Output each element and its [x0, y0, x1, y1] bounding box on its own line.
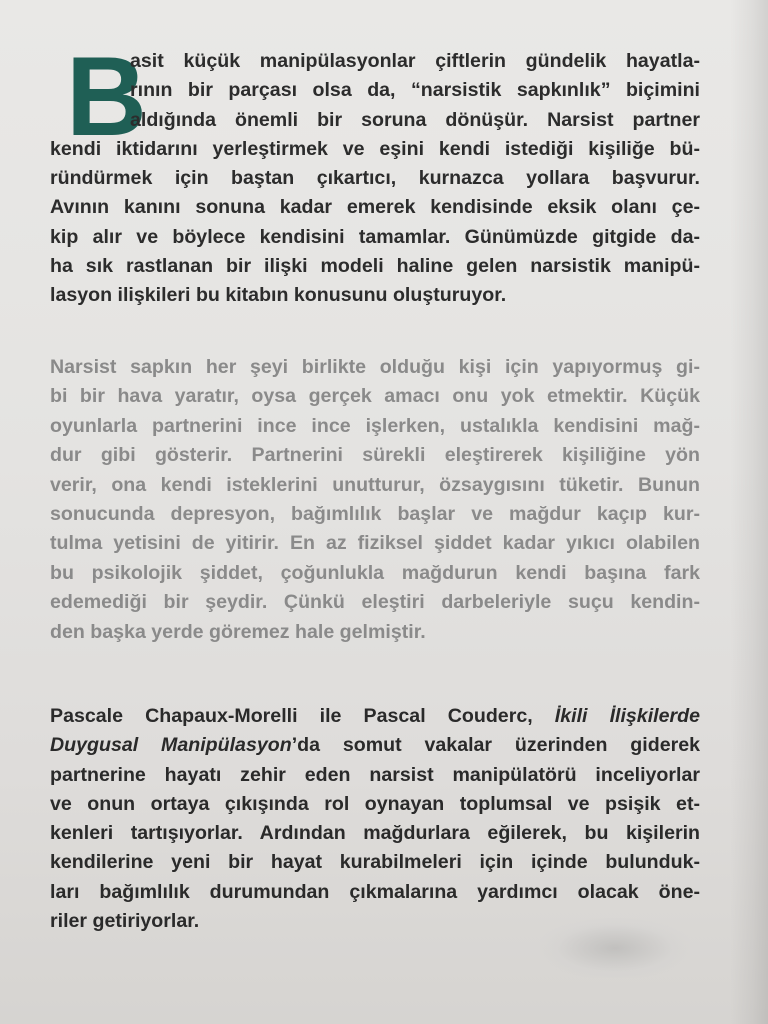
text-line: verir, ona kendi isteklerini unutturur, özsaygısını tüketir. Bunun — [50, 473, 700, 496]
text-line: aldığında önemli bir soruna dönüşür. Narsist partner — [130, 108, 700, 131]
text-line: edemediği bir şeydir. Çünkü eleştiri darbeleriyle suçu kendin- — [50, 591, 700, 614]
book-title-part2: Duygusal Manipülasyon — [50, 734, 292, 757]
text-line: partnerine hayatı zehir eden narsist manipülatörü inceliyorlar — [50, 763, 700, 786]
intro-paragraph — [50, 34, 700, 311]
book-title-part1: İkili İlişkilerde — [554, 705, 700, 727]
text-fragment: ’da somut vakalar üzerinden giderek — [291, 734, 701, 757]
page-edge-shadow — [730, 0, 768, 1024]
text-line: rının bir parçası olsa da, “narsistik sapkınlık” biçimini — [130, 79, 700, 102]
text-line: bu psikolojik şiddet, çoğunlukla mağdurun kendi başına fark — [50, 561, 700, 584]
text-line: lasyon ilişkileri bu kitabın konusunu oluşturuyor. — [50, 284, 507, 307]
text-line: asit küçük manipülasyonlar çiftlerin gündelik hayatla- — [130, 50, 700, 72]
text-line: tulma yetisini de yitirir. En az fiziksel şiddet kadar yıkıcı olabilen — [50, 532, 700, 555]
author-names: Pascale Chapaux-Morelli ile Pascal Couderc, — [50, 705, 555, 727]
text-line: ründürmek için baştan çıkartıcı, kurnazca yollara başvurur. — [50, 167, 700, 190]
drop-cap-letter: B — [66, 34, 145, 159]
text-line — [50, 702, 700, 731]
text-line: sonucunda depresyon, bağımlılık başlar ve mağdur kaçıp kur- — [50, 503, 700, 526]
text-line: ha sık rastlanan bir ilişki modeli haline gelen narsistik manipü- — [50, 255, 700, 278]
text-line: Avının kanını sonuna kadar emerek kendisinde eksik olanı çe- — [50, 196, 700, 219]
text-line: kenleri tartışıyorlar. Ardından mağdurlara eğilerek, bu kişilerin — [50, 822, 700, 845]
text-line: ve onun ortaya çıkışında rol oynayan toplumsal ve psişik et- — [50, 792, 700, 815]
text-line: den başka yerde göremez hale gelmiştir. — [50, 620, 426, 643]
print-smudge — [540, 918, 690, 978]
text-line — [50, 731, 700, 760]
text-line: oyunlarla partnerini ince ince işlerken, ustalıkla kendisini mağ- — [50, 414, 700, 437]
text-line: bi bir hava yaratır, oysa gerçek amacı onu yok etmektir. Küçük — [50, 385, 700, 408]
text-line: kip alır ve böylece kendisini tamamlar. Günümüzde gitgide da- — [50, 225, 700, 248]
grey-paragraph — [50, 353, 700, 647]
text-line: dur gibi gösterir. Partnerini sürekli eleştirerek kişiliğine yön — [50, 444, 700, 467]
text-line: Narsist sapkın her şeyi birlikte olduğu kişi için yapıyormuş gi- — [50, 356, 700, 378]
text-line: kendilerine yeni bir hayat kurabilmeleri için içinde bulunduk- — [50, 851, 700, 874]
authors-paragraph — [50, 702, 700, 936]
text-line: riler getiriyorlar. — [50, 910, 200, 933]
text-line: ları bağımlılık durumundan çıkmalarına yardımcı olacak öne- — [50, 880, 700, 903]
text-line: kendi iktidarını yerleştirmek ve eşini kendi istediği kişiliğe bü- — [50, 137, 700, 160]
